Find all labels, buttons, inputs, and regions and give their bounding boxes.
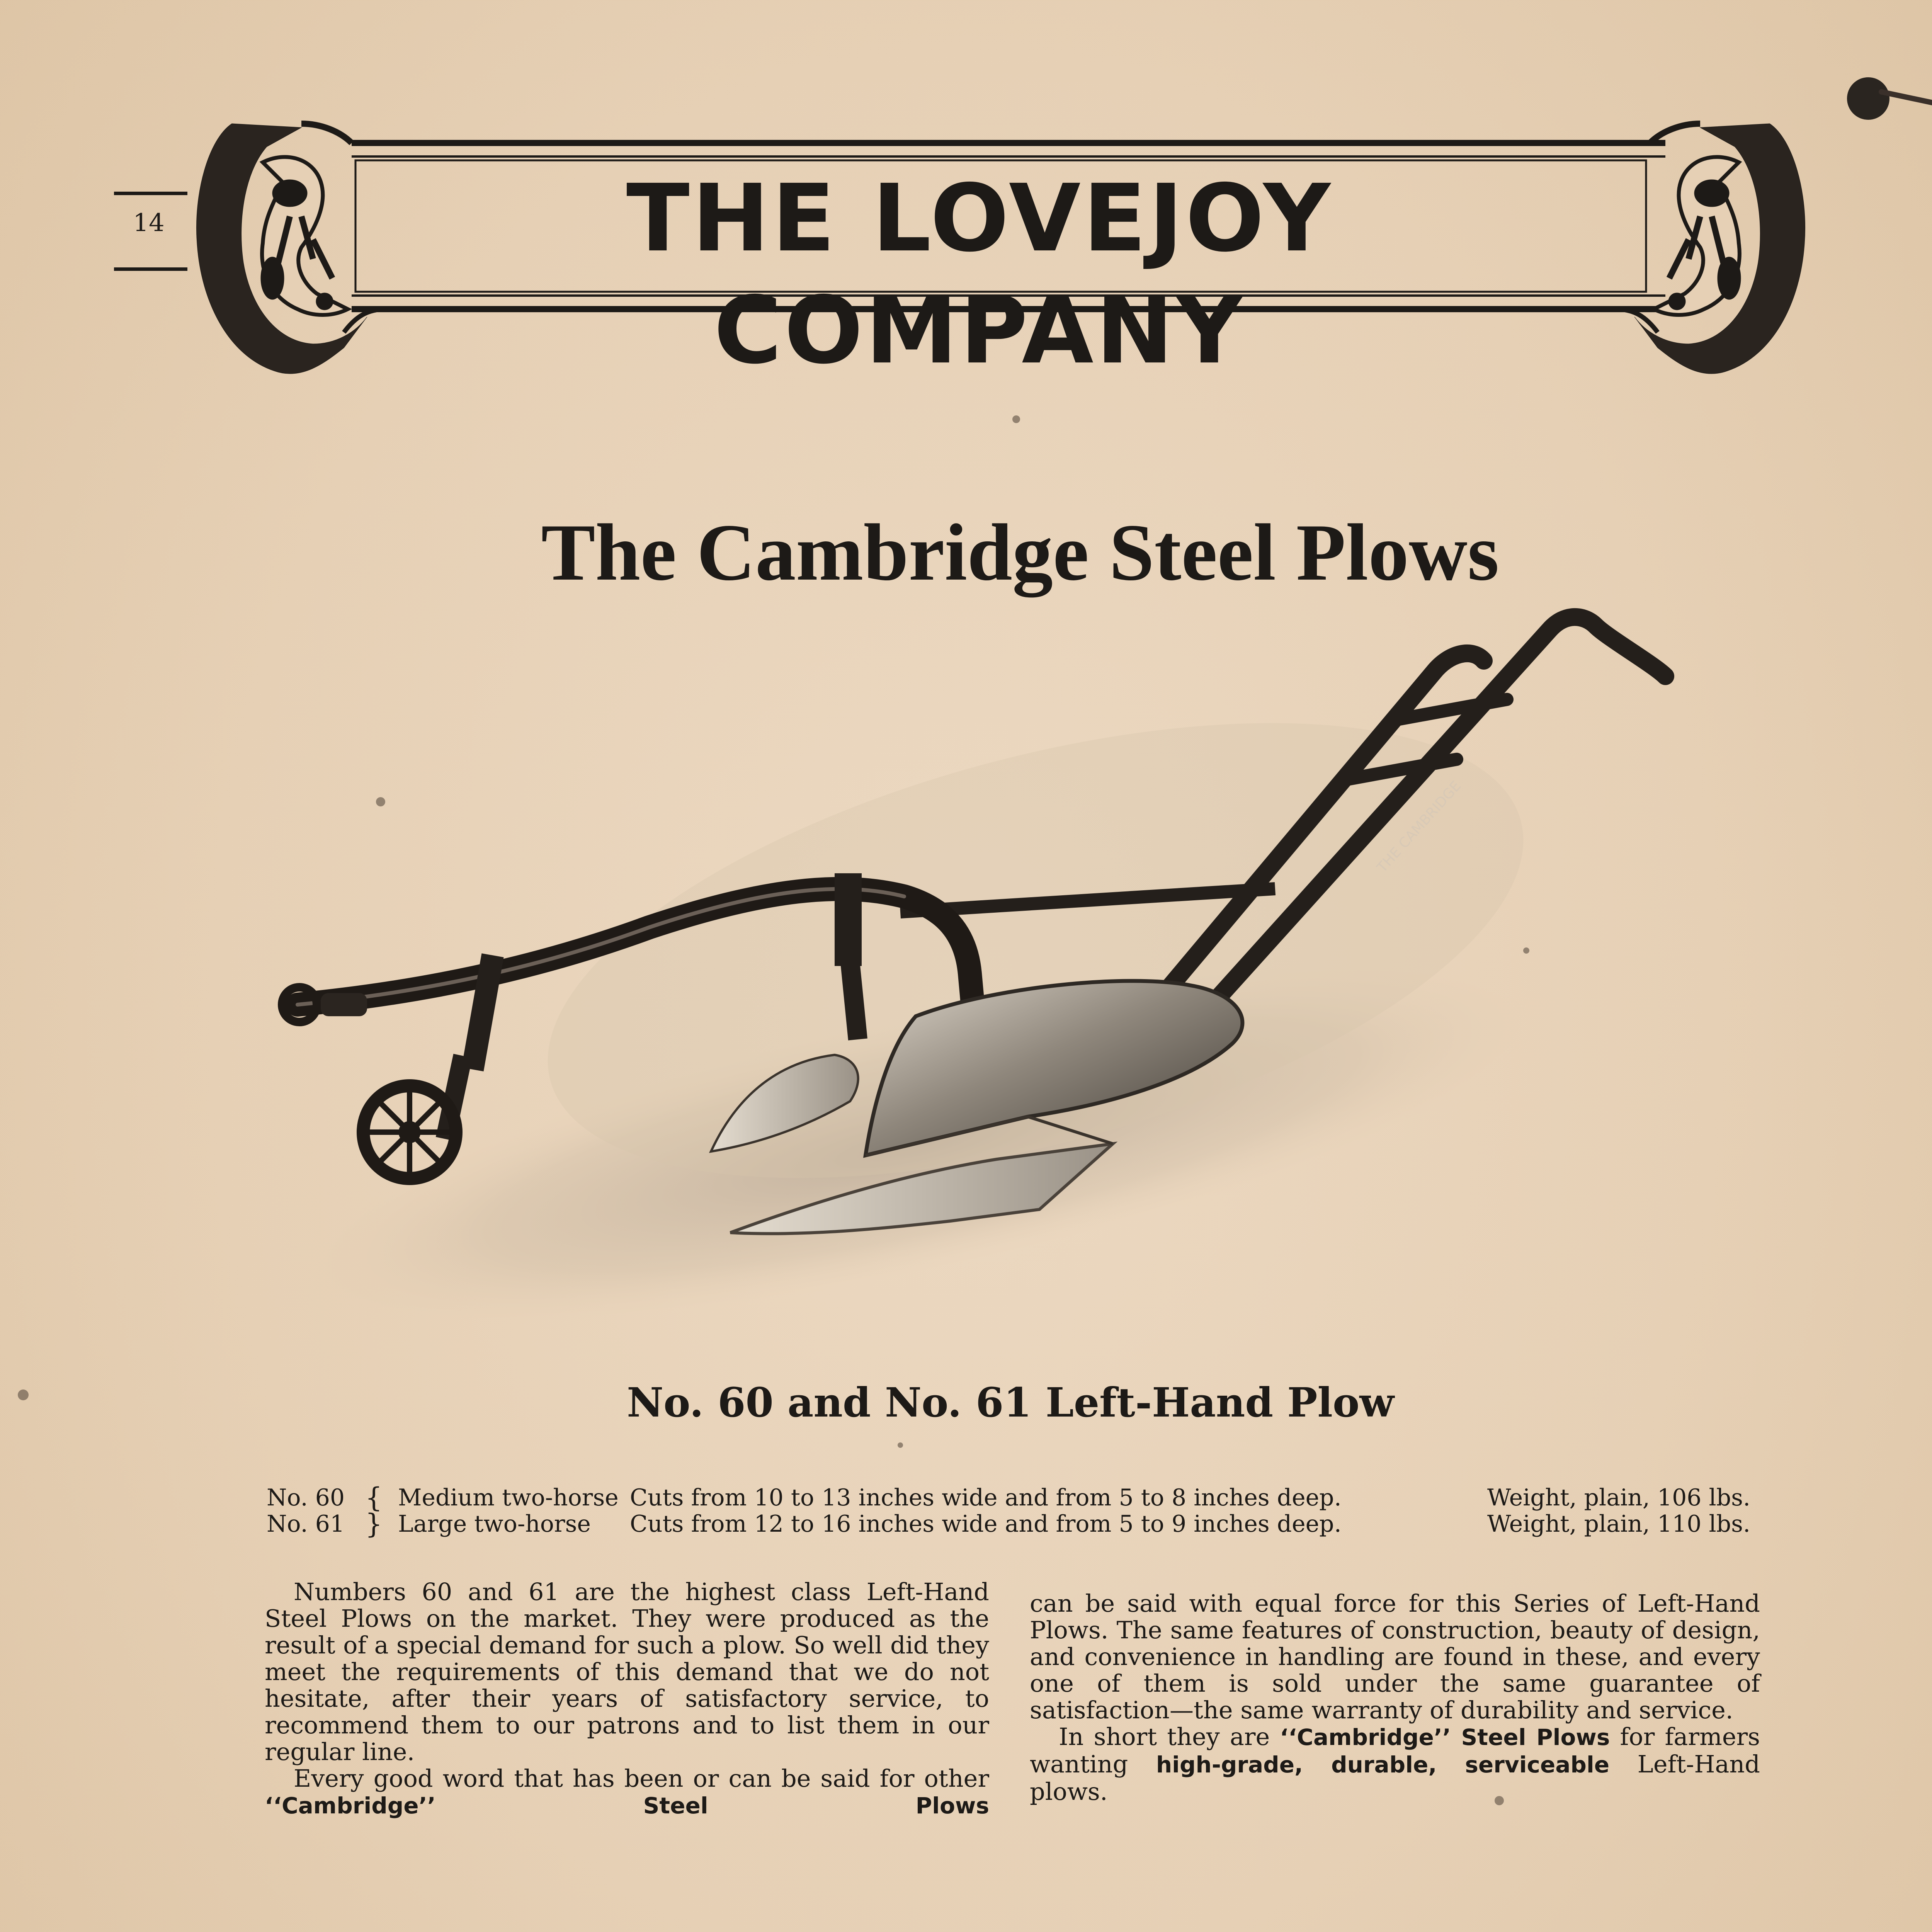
spec-size: Medium two-horse xyxy=(398,1484,619,1511)
spec-row-no61 xyxy=(267,1510,1750,1538)
page-number-rule-bottom xyxy=(114,267,187,271)
spec-cuts: Cuts from 10 to 13 inches wide and from 5 to 8 inches deep. xyxy=(630,1484,1342,1511)
spec-size: Large two-horse xyxy=(398,1510,591,1537)
spec-weight: Weight, plain, 106 lbs. xyxy=(1487,1484,1750,1511)
paragraph-3-bold-a: ‘‘Cambridge’’ Steel Plows xyxy=(1280,1724,1610,1750)
spec-row-no60 xyxy=(267,1484,1750,1512)
paragraph-2-continued: can be said with equal force for this Series of Left-Hand Plows. The same features of construction, beauty of design, and convenience in handling are found in these, and every one of them is sold under the same guarantee of satisfaction—the same warranty of durability and service. xyxy=(1030,1589,1760,1724)
spec-weight: Weight, plain, 110 lbs. xyxy=(1487,1510,1750,1537)
spec-number: No. 61 xyxy=(267,1510,345,1537)
spec-brace: { xyxy=(365,1482,383,1514)
paragraph-2-bold: ‘‘Cambridge’’ Steel Plows xyxy=(265,1793,989,1819)
company-name: THE LOVEJOY COMPANY xyxy=(626,164,1333,384)
paragraph-1: Numbers 60 and 61 are the highest class Left-Hand Steel Plows on the market. They were produced as the result of a special demand for such a plow. So well did they meet the requirements of this demand that we do not hesitate, after their years of satisfactory service, to recommend them to our patrons and to list them in our regular line. xyxy=(265,1578,989,1766)
binding-hole xyxy=(1847,77,1889,120)
paragraph-2-start xyxy=(265,1765,989,1846)
spec-number: No. 60 xyxy=(267,1484,345,1511)
paragraph-3-text-b: for farmers wanting xyxy=(1030,1723,1760,1778)
body-column-left xyxy=(265,1578,989,1846)
spec-brace: } xyxy=(365,1508,383,1540)
page-title: The Cambridge Steel Plows xyxy=(541,508,1499,597)
paragraph-2-text: Every good word that has been or can be said for other xyxy=(294,1764,989,1793)
paragraph-3-text-c: Left-Hand plows. xyxy=(1030,1750,1760,1806)
paragraph-3 xyxy=(1030,1723,1760,1805)
body-column-right xyxy=(1030,1590,1760,1805)
plow-illustration xyxy=(263,603,1692,1356)
paragraph-3-text-a: In short they are xyxy=(1059,1723,1280,1751)
page-number-rule-top xyxy=(114,192,187,195)
page-number: 14 xyxy=(133,209,165,237)
paragraph-3-bold-b: high-grade, durable, serviceable xyxy=(1156,1752,1610,1778)
spec-cuts: Cuts from 12 to 16 inches wide and from 5 to 9 inches deep. xyxy=(630,1510,1342,1537)
gauge-wheel xyxy=(363,1086,456,1179)
product-caption: No. 60 and No. 61 Left-Hand Plow xyxy=(627,1379,1394,1426)
beam-inscription: THE CAMBRIDGE xyxy=(1374,778,1464,876)
